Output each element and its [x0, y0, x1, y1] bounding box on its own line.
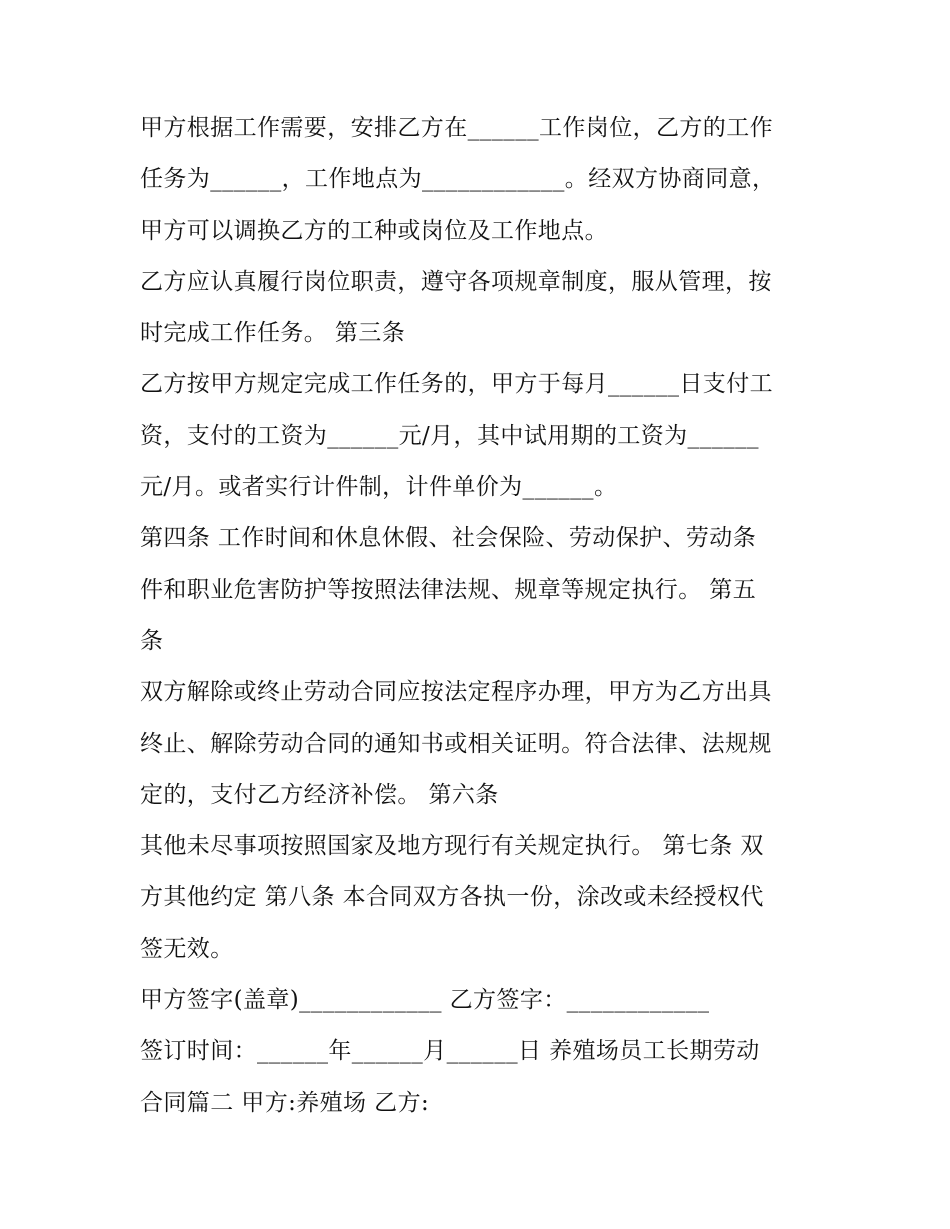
text-line: 双方解除或终止劳动合同应按法定程序办理，甲方为乙方出具 — [140, 679, 772, 706]
text-line: 乙方应认真履行岗位职责，遵守各项规章制度，服从管理，按 — [140, 268, 772, 295]
text-line: 甲方根据工作需要，安排乙方在______工作岗位，乙方的工作 — [140, 115, 773, 141]
text-line: 终止、解除劳动合同的通知书或相关证明。符合法律、法规规 — [140, 730, 772, 757]
text-line: 第四条 工作时间和休息休假、社会保险、劳动保护、劳动条 — [140, 525, 757, 552]
text-line: 资，支付的工资为______元/月，其中试用期的工资为______ — [140, 422, 759, 449]
text-line: 定的，支付乙方经济补偿。 第六条 — [140, 781, 499, 808]
text-line: 条 — [140, 627, 164, 654]
text-line: 任务为______，工作地点为____________。经双方协商同意， — [140, 166, 776, 193]
text-line: 件和职业危害防护等按照法律法规、规章等规定执行。 第五 — [140, 576, 757, 603]
text-line: 乙方按甲方规定完成工作任务的，甲方于每月______日支付工 — [140, 371, 773, 398]
document-body — [140, 103, 830, 1129]
signature-line: 甲方签字(盖章)____________ 乙方签字：____________ — [140, 987, 710, 1014]
text-line: 签无效。 — [140, 935, 234, 962]
text-line: 方其他约定 第八条 本合同双方各执一份，涂改或未经授权代 — [140, 884, 764, 911]
text-line: 甲方可以调换乙方的工种或岗位及工作地点。 — [140, 217, 608, 244]
text-line: 时完成工作任务。 第三条 — [140, 320, 406, 347]
text-line: 元/月。或者实行计件制，计件单价为______。 — [140, 474, 618, 501]
text-line: 其他未尽事项按照国家及地方现行有关规定执行。 第七条 双 — [140, 833, 764, 860]
text-line: 合同篇二 甲方:养殖场 乙方: — [140, 1089, 430, 1116]
signing-date-line: 签订时间：______年______月______日 养殖场员工长期劳动 — [140, 1038, 760, 1065]
